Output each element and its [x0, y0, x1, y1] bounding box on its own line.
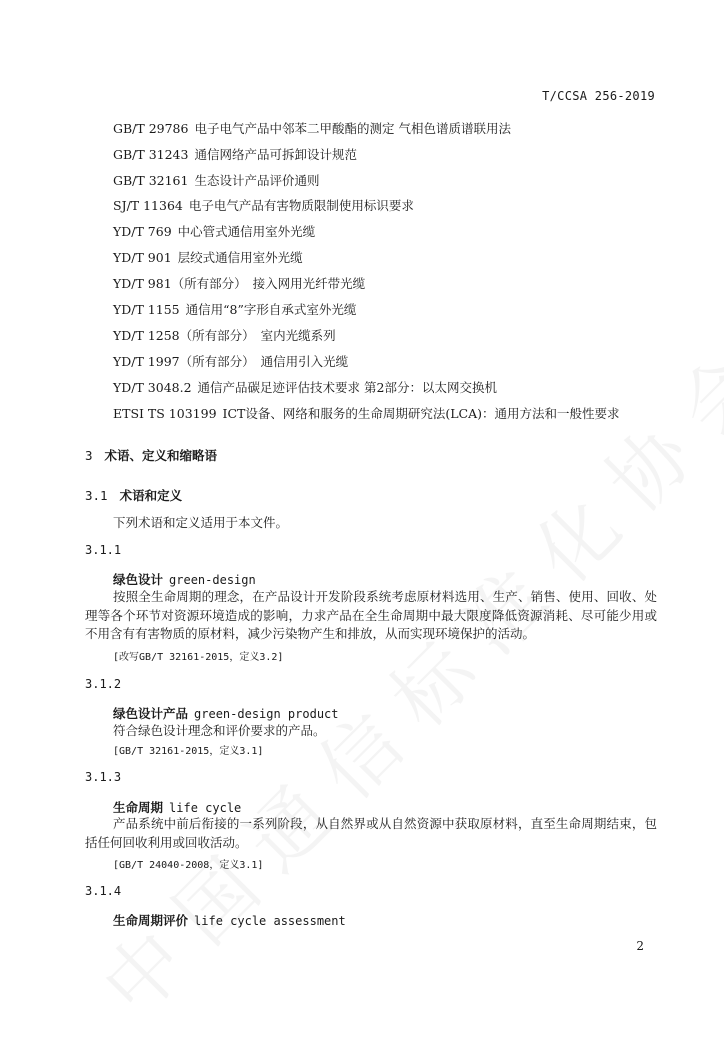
- term-source: [GB/T 32161-2015，定义3.1]: [113, 746, 264, 757]
- reference-item: YD/T 1997（所有部分） 通信用引入光缆: [113, 354, 349, 369]
- term-number: 3.1.2: [85, 677, 122, 691]
- reference-item: GB/T 29786 电子电气产品中邻苯二甲酸酯的测定 气相色谱质谱联用法: [113, 121, 511, 136]
- intro-text: 下列术语和定义适用于本文件。: [113, 515, 289, 530]
- reference-item: SJ/T 11364 电子电气产品有害物质限制使用标识要求: [113, 198, 414, 213]
- term-source: [改写GB/T 32161-2015，定义3.2]: [113, 652, 284, 663]
- section-heading: 3 术语、定义和缩略语: [85, 448, 218, 463]
- reference-item: YD/T 1258（所有部分） 室内光缆系列: [113, 328, 336, 343]
- term-title: 绿色设计产品 green-design product: [113, 706, 339, 721]
- term-number: 3.1.3: [85, 770, 122, 784]
- term-definition: 符合绿色设计理念和评价要求的产品。: [113, 723, 326, 738]
- term-definition: 产品系统中前后衔接的一系列阶段，从自然界或从自然资源中获取原材料，直至生命周期结束，包括任何回收利用或回收活动。: [85, 816, 657, 850]
- reference-item: YD/T 981（所有部分） 接入网用光纤带光缆: [113, 276, 366, 291]
- term-definition: 按照全生命周期的理念，在产品设计开发阶段系统考虑原材料选用、生产、销售、使用、回收、处理等各个环节对资源环境造成的影响，力求产品在全生命周期中最大限度降低资源消耗、尽可能少用或不用含有有害物质的原材料，减少污染物产生和排放，从而实现环境保护的活动。: [85, 589, 657, 641]
- reference-item: GB/T 32161 生态设计产品评价通则: [113, 173, 320, 188]
- term-title: 生命周期 life cycle: [113, 800, 242, 815]
- reference-item: YD/T 901 层绞式通信用室外光缆: [113, 250, 303, 265]
- reference-item: YD/T 769 中心管式通信用室外光缆: [113, 224, 316, 239]
- term-number: 3.1.1: [85, 543, 122, 557]
- reference-item: YD/T 1155 通信用“8”字形自承式室外光缆: [113, 302, 357, 317]
- page-number: 2: [636, 939, 644, 953]
- term-number: 3.1.4: [85, 884, 122, 898]
- subsection-heading: 3.1 术语和定义: [85, 488, 183, 503]
- reference-item: ETSI TS 103199 ICT设备、网络和服务的生命周期研究法(LCA)：通用方法和一般性要求: [113, 406, 620, 421]
- reference-item: GB/T 31243 通信网络产品可拆卸设计规范: [113, 147, 357, 162]
- document-id-header: T/CCSA 256-2019: [542, 89, 655, 103]
- reference-item: YD/T 3048.2 通信产品碳足迹评估技术要求 第2部分：以太网交换机: [113, 380, 497, 395]
- term-title: 绿色设计 green-design: [113, 572, 256, 587]
- term-title: 生命周期评价 life cycle assessment: [113, 913, 346, 928]
- term-source: [GB/T 24040-2008，定义3.1]: [113, 860, 264, 871]
